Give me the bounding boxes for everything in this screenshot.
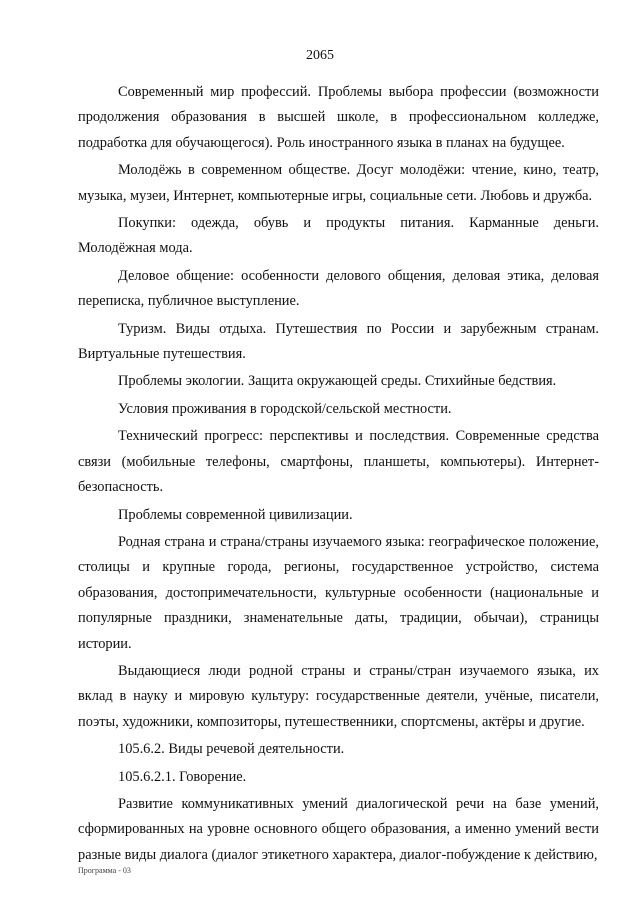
section-heading-speech-activities: 105.6.2. Виды речевой деятельности. [118,741,345,758]
paragraph-professions: Современный мир профессий. Проблемы выбора профессии (возможности продолжения образования в высшей школе, в профессиональном колледже, подработка для обучающегося). Роль иностранного языка в планах на будущее. [78,84,599,151]
paragraph-shopping: Покупки: одежда, обувь и продукты питания. Карманные деньги. Молодёжная мода. [78,215,599,257]
paragraph-civilization: Проблемы современной цивилизации. [118,506,353,523]
page-number: 2065 [306,48,334,63]
paragraph-youth: Молодёжь в современном обществе. Досуг молодёжи: чтение, кино, театр, музыка, музеи, Интернет, компьютерные игры, социальные сети. Любовь и дружба. [78,162,599,204]
paragraph-ecology: Проблемы экологии. Защита окружающей среды. Стихийные бедствия. [118,373,557,390]
paragraph-living-conditions: Условия проживания в городской/сельской местности. [118,400,452,417]
section-heading-speaking: 105.6.2.1. Говорение. [118,768,247,785]
paragraph-dialogue-skills: Развитие коммуникативных умений диалогической речи на базе умений, сформированных на уровне основного общего образования, а именно умений вести разные виды диалога (диалог этикетного характера, диалог-побуждение к действию, [78,795,599,863]
paragraph-native-country: Родная страна и страна/страны изучаемого языка: географическое положение, столицы и крупные города, регионы, государственное устройство, система образования, достопримечательности, культурные особенности (национальные и популярные праздники, знаменательные даты, традиции, обычаи), страницы истории. [78,533,599,652]
paragraph-business-communication: Деловое общение: особенности делового общения, деловая этика, деловая переписка, публичное выступление. [78,267,599,310]
paragraph-tourism: Туризм. Виды отдыха. Путешествия по России и зарубежным странам. Виртуальные путешествия. [78,320,599,363]
paragraph-outstanding-people: Выдающиеся люди родной страны и страны/стран изучаемого языка, их вклад в науку и мировую культуру: государственные деятели, учёные, писатели, поэты, художники, композиторы, путешественники, спортсмены, актёры и другие. [78,662,599,730]
document-body [78,80,599,870]
paragraph-technical-progress: Технический прогресс: перспективы и последствия. Современные средства связи (мобильные телефоны, смартфоны, планшеты, компьютеры). Интернет-безопасность. [78,428,599,496]
page-footer: Программа - 03 [78,866,131,875]
